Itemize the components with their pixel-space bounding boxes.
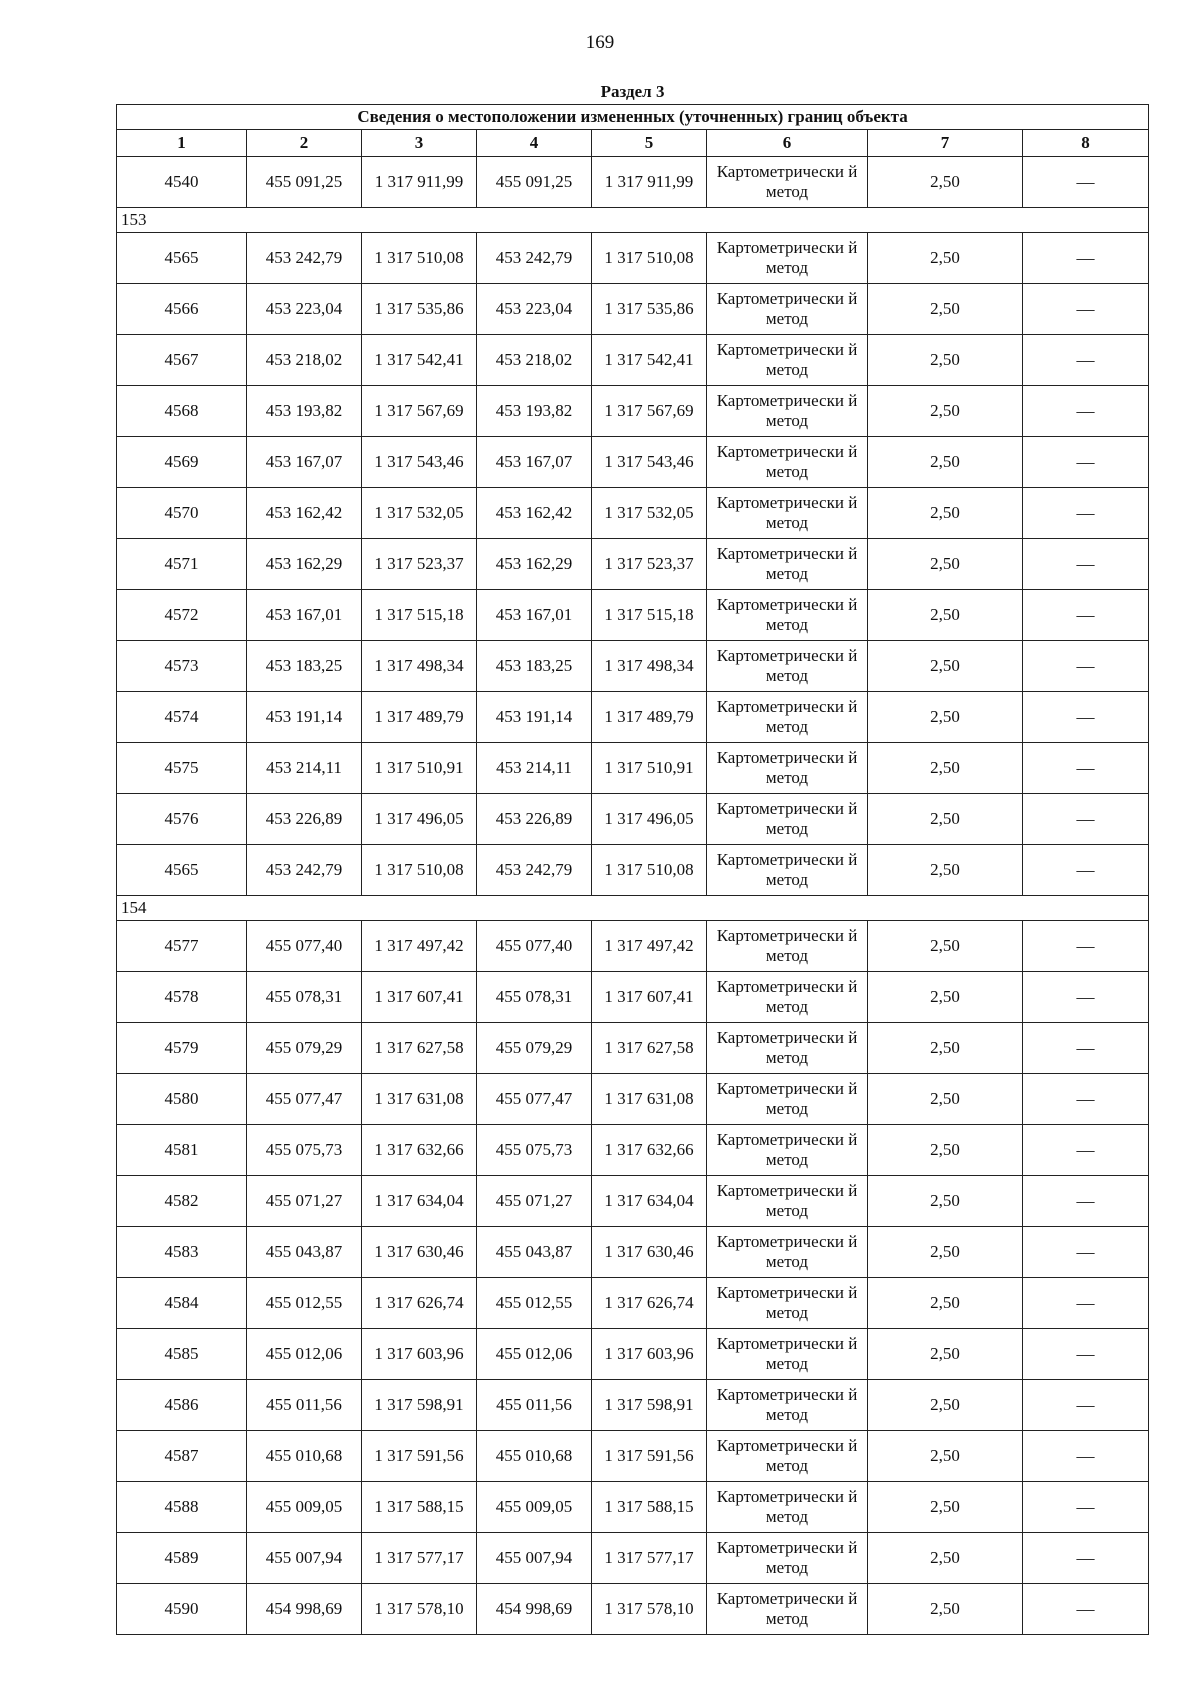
accuracy-cell: 2,50 <box>868 590 1023 641</box>
y-refined-cell: 1 317 567,69 <box>592 386 707 437</box>
y-existing-cell: 1 317 630,46 <box>362 1227 477 1278</box>
description-cell: — <box>1023 1278 1149 1329</box>
x-existing-cell: 453 223,04 <box>247 284 362 335</box>
x-existing-cell: 453 191,14 <box>247 692 362 743</box>
method-cell: Картометрически й метод <box>707 794 868 845</box>
y-refined-cell: 1 317 577,17 <box>592 1533 707 1584</box>
x-refined-cell: 453 162,42 <box>477 488 592 539</box>
x-existing-cell: 453 226,89 <box>247 794 362 845</box>
column-header-1: 1 <box>117 130 247 157</box>
accuracy-cell: 2,50 <box>868 1329 1023 1380</box>
y-refined-cell: 1 317 588,15 <box>592 1482 707 1533</box>
x-refined-cell: 453 223,04 <box>477 284 592 335</box>
y-refined-cell: 1 317 515,18 <box>592 590 707 641</box>
x-refined-cell: 455 078,31 <box>477 972 592 1023</box>
y-existing-cell: 1 317 911,99 <box>362 157 477 208</box>
x-refined-cell: 454 998,69 <box>477 1584 592 1635</box>
description-cell: — <box>1023 845 1149 896</box>
method-cell: Картометрически й метод <box>707 743 868 794</box>
x-refined-cell: 453 183,25 <box>477 641 592 692</box>
method-cell: Картометрически й метод <box>707 1431 868 1482</box>
y-refined-cell: 1 317 489,79 <box>592 692 707 743</box>
x-existing-cell: 453 218,02 <box>247 335 362 386</box>
description-cell: — <box>1023 437 1149 488</box>
table-row <box>117 284 1149 335</box>
accuracy-cell: 2,50 <box>868 157 1023 208</box>
y-existing-cell: 1 317 567,69 <box>362 386 477 437</box>
accuracy-cell: 2,50 <box>868 1380 1023 1431</box>
y-refined-cell: 1 317 603,96 <box>592 1329 707 1380</box>
table-row <box>117 233 1149 284</box>
x-refined-cell: 455 009,05 <box>477 1482 592 1533</box>
accuracy-cell: 2,50 <box>868 845 1023 896</box>
table-row <box>117 1176 1149 1227</box>
y-existing-cell: 1 317 578,10 <box>362 1584 477 1635</box>
table-row <box>117 1023 1149 1074</box>
method-cell: Картометрически й метод <box>707 157 868 208</box>
description-cell: — <box>1023 794 1149 845</box>
x-existing-cell: 455 077,47 <box>247 1074 362 1125</box>
point-number-cell: 4579 <box>117 1023 247 1074</box>
point-number-cell: 4578 <box>117 972 247 1023</box>
method-cell: Картометрически й метод <box>707 386 868 437</box>
y-existing-cell: 1 317 535,86 <box>362 284 477 335</box>
y-existing-cell: 1 317 523,37 <box>362 539 477 590</box>
y-existing-cell: 1 317 543,46 <box>362 437 477 488</box>
x-existing-cell: 455 009,05 <box>247 1482 362 1533</box>
method-cell: Картометрически й метод <box>707 1278 868 1329</box>
y-refined-cell: 1 317 578,10 <box>592 1584 707 1635</box>
table-row <box>117 488 1149 539</box>
point-number-cell: 4576 <box>117 794 247 845</box>
y-existing-cell: 1 317 515,18 <box>362 590 477 641</box>
description-cell: — <box>1023 692 1149 743</box>
y-refined-cell: 1 317 523,37 <box>592 539 707 590</box>
method-cell: Картометрически й метод <box>707 590 868 641</box>
x-existing-cell: 453 242,79 <box>247 845 362 896</box>
table-row <box>117 437 1149 488</box>
y-existing-cell: 1 317 634,04 <box>362 1176 477 1227</box>
description-cell: — <box>1023 1329 1149 1380</box>
point-number-cell: 4571 <box>117 539 247 590</box>
column-header-5: 5 <box>592 130 707 157</box>
y-existing-cell: 1 317 627,58 <box>362 1023 477 1074</box>
x-refined-cell: 453 167,01 <box>477 590 592 641</box>
accuracy-cell: 2,50 <box>868 1023 1023 1074</box>
accuracy-cell: 2,50 <box>868 794 1023 845</box>
description-cell: — <box>1023 488 1149 539</box>
x-refined-cell: 455 079,29 <box>477 1023 592 1074</box>
point-number-cell: 4565 <box>117 233 247 284</box>
table-row <box>117 794 1149 845</box>
method-cell: Картометрически й метод <box>707 641 868 692</box>
section-title: Раздел 3 <box>117 80 1149 105</box>
column-header-6: 6 <box>707 130 868 157</box>
description-cell: — <box>1023 1533 1149 1584</box>
method-cell: Картометрически й метод <box>707 1584 868 1635</box>
point-number-cell: 4582 <box>117 1176 247 1227</box>
y-refined-cell: 1 317 542,41 <box>592 335 707 386</box>
description-cell: — <box>1023 1074 1149 1125</box>
y-refined-cell: 1 317 911,99 <box>592 157 707 208</box>
table-body <box>117 157 1149 1635</box>
table-row <box>117 1125 1149 1176</box>
x-existing-cell: 453 167,01 <box>247 590 362 641</box>
x-existing-cell: 455 007,94 <box>247 1533 362 1584</box>
point-number-cell: 4590 <box>117 1584 247 1635</box>
x-existing-cell: 453 183,25 <box>247 641 362 692</box>
y-existing-cell: 1 317 607,41 <box>362 972 477 1023</box>
y-existing-cell: 1 317 532,05 <box>362 488 477 539</box>
column-header-4: 4 <box>477 130 592 157</box>
point-number-cell: 4567 <box>117 335 247 386</box>
group-header-row <box>117 896 1149 921</box>
y-existing-cell: 1 317 510,91 <box>362 743 477 794</box>
y-existing-cell: 1 317 632,66 <box>362 1125 477 1176</box>
x-refined-cell: 453 167,07 <box>477 437 592 488</box>
x-refined-cell: 455 071,27 <box>477 1176 592 1227</box>
accuracy-cell: 2,50 <box>868 1125 1023 1176</box>
method-cell: Картометрически й метод <box>707 1329 868 1380</box>
point-number-cell: 4570 <box>117 488 247 539</box>
point-number-cell: 4574 <box>117 692 247 743</box>
x-refined-cell: 453 242,79 <box>477 233 592 284</box>
table-row <box>117 692 1149 743</box>
accuracy-cell: 2,50 <box>868 437 1023 488</box>
y-refined-cell: 1 317 634,04 <box>592 1176 707 1227</box>
accuracy-cell: 2,50 <box>868 539 1023 590</box>
table-row <box>117 1278 1149 1329</box>
accuracy-cell: 2,50 <box>868 1533 1023 1584</box>
x-refined-cell: 453 191,14 <box>477 692 592 743</box>
method-cell: Картометрически й метод <box>707 437 868 488</box>
method-cell: Картометрически й метод <box>707 1125 868 1176</box>
y-refined-cell: 1 317 632,66 <box>592 1125 707 1176</box>
y-refined-cell: 1 317 598,91 <box>592 1380 707 1431</box>
x-existing-cell: 455 010,68 <box>247 1431 362 1482</box>
point-number-cell: 4577 <box>117 921 247 972</box>
x-refined-cell: 455 007,94 <box>477 1533 592 1584</box>
accuracy-cell: 2,50 <box>868 743 1023 794</box>
description-cell: — <box>1023 743 1149 794</box>
x-existing-cell: 455 079,29 <box>247 1023 362 1074</box>
y-refined-cell: 1 317 630,46 <box>592 1227 707 1278</box>
x-refined-cell: 453 193,82 <box>477 386 592 437</box>
group-header-row <box>117 208 1149 233</box>
x-existing-cell: 455 077,40 <box>247 921 362 972</box>
table-row <box>117 1584 1149 1635</box>
y-refined-cell: 1 317 497,42 <box>592 921 707 972</box>
y-refined-cell: 1 317 543,46 <box>592 437 707 488</box>
x-existing-cell: 455 012,55 <box>247 1278 362 1329</box>
accuracy-cell: 2,50 <box>868 284 1023 335</box>
group-label: 154 <box>117 896 1149 921</box>
y-existing-cell: 1 317 591,56 <box>362 1431 477 1482</box>
method-cell: Картометрически й метод <box>707 1380 868 1431</box>
method-cell: Картометрически й метод <box>707 1533 868 1584</box>
y-existing-cell: 1 317 510,08 <box>362 845 477 896</box>
y-refined-cell: 1 317 607,41 <box>592 972 707 1023</box>
accuracy-cell: 2,50 <box>868 1227 1023 1278</box>
y-existing-cell: 1 317 489,79 <box>362 692 477 743</box>
point-number-cell: 4573 <box>117 641 247 692</box>
description-cell: — <box>1023 1176 1149 1227</box>
y-refined-cell: 1 317 535,86 <box>592 284 707 335</box>
x-refined-cell: 453 226,89 <box>477 794 592 845</box>
accuracy-cell: 2,50 <box>868 641 1023 692</box>
x-refined-cell: 453 218,02 <box>477 335 592 386</box>
accuracy-cell: 2,50 <box>868 972 1023 1023</box>
x-existing-cell: 453 214,11 <box>247 743 362 794</box>
x-existing-cell: 455 078,31 <box>247 972 362 1023</box>
y-existing-cell: 1 317 497,42 <box>362 921 477 972</box>
table-row <box>117 1533 1149 1584</box>
point-number-cell: 4565 <box>117 845 247 896</box>
table-row <box>117 1329 1149 1380</box>
description-cell: — <box>1023 1125 1149 1176</box>
description-cell: — <box>1023 233 1149 284</box>
y-refined-cell: 1 317 631,08 <box>592 1074 707 1125</box>
x-existing-cell: 455 071,27 <box>247 1176 362 1227</box>
table-row <box>117 641 1149 692</box>
accuracy-cell: 2,50 <box>868 1431 1023 1482</box>
table-row <box>117 743 1149 794</box>
x-existing-cell: 455 091,25 <box>247 157 362 208</box>
column-header-row <box>117 130 1149 157</box>
point-number-cell: 4589 <box>117 1533 247 1584</box>
y-existing-cell: 1 317 588,15 <box>362 1482 477 1533</box>
table-row <box>117 921 1149 972</box>
x-refined-cell: 455 010,68 <box>477 1431 592 1482</box>
column-header-8: 8 <box>1023 130 1149 157</box>
y-refined-cell: 1 317 591,56 <box>592 1431 707 1482</box>
x-refined-cell: 455 011,56 <box>477 1380 592 1431</box>
group-label: 153 <box>117 208 1149 233</box>
method-cell: Картометрически й метод <box>707 284 868 335</box>
table-row <box>117 335 1149 386</box>
x-refined-cell: 453 162,29 <box>477 539 592 590</box>
table-row <box>117 1482 1149 1533</box>
accuracy-cell: 2,50 <box>868 1278 1023 1329</box>
point-number-cell: 4568 <box>117 386 247 437</box>
table-title: Сведения о местоположении измененных (уточненных) границ объекта <box>117 105 1149 130</box>
point-number-cell: 4572 <box>117 590 247 641</box>
y-existing-cell: 1 317 577,17 <box>362 1533 477 1584</box>
description-cell: — <box>1023 386 1149 437</box>
y-refined-cell: 1 317 510,08 <box>592 233 707 284</box>
description-cell: — <box>1023 1380 1149 1431</box>
y-refined-cell: 1 317 627,58 <box>592 1023 707 1074</box>
y-existing-cell: 1 317 631,08 <box>362 1074 477 1125</box>
x-refined-cell: 453 214,11 <box>477 743 592 794</box>
point-number-cell: 4569 <box>117 437 247 488</box>
x-existing-cell: 453 193,82 <box>247 386 362 437</box>
accuracy-cell: 2,50 <box>868 921 1023 972</box>
x-existing-cell: 455 011,56 <box>247 1380 362 1431</box>
x-existing-cell: 453 162,29 <box>247 539 362 590</box>
y-refined-cell: 1 317 626,74 <box>592 1278 707 1329</box>
description-cell: — <box>1023 972 1149 1023</box>
method-cell: Картометрически й метод <box>707 972 868 1023</box>
description-cell: — <box>1023 335 1149 386</box>
x-refined-cell: 455 012,55 <box>477 1278 592 1329</box>
table-row <box>117 1431 1149 1482</box>
point-number-cell: 4580 <box>117 1074 247 1125</box>
method-cell: Картометрически й метод <box>707 845 868 896</box>
x-refined-cell: 455 077,40 <box>477 921 592 972</box>
y-existing-cell: 1 317 510,08 <box>362 233 477 284</box>
x-existing-cell: 455 012,06 <box>247 1329 362 1380</box>
column-header-7: 7 <box>868 130 1023 157</box>
y-refined-cell: 1 317 498,34 <box>592 641 707 692</box>
description-cell: — <box>1023 641 1149 692</box>
point-number-cell: 4584 <box>117 1278 247 1329</box>
point-number-cell: 4575 <box>117 743 247 794</box>
point-number-cell: 4540 <box>117 157 247 208</box>
description-cell: — <box>1023 921 1149 972</box>
accuracy-cell: 2,50 <box>868 488 1023 539</box>
method-cell: Картометрически й метод <box>707 539 868 590</box>
point-number-cell: 4581 <box>117 1125 247 1176</box>
x-refined-cell: 455 077,47 <box>477 1074 592 1125</box>
accuracy-cell: 2,50 <box>868 233 1023 284</box>
method-cell: Картометрически й метод <box>707 233 868 284</box>
y-existing-cell: 1 317 626,74 <box>362 1278 477 1329</box>
point-number-cell: 4587 <box>117 1431 247 1482</box>
table-row <box>117 386 1149 437</box>
x-refined-cell: 455 012,06 <box>477 1329 592 1380</box>
y-refined-cell: 1 317 532,05 <box>592 488 707 539</box>
accuracy-cell: 2,50 <box>868 1074 1023 1125</box>
accuracy-cell: 2,50 <box>868 386 1023 437</box>
description-cell: — <box>1023 284 1149 335</box>
method-cell: Картометрически й метод <box>707 1176 868 1227</box>
x-refined-cell: 453 242,79 <box>477 845 592 896</box>
point-number-cell: 4566 <box>117 284 247 335</box>
y-existing-cell: 1 317 603,96 <box>362 1329 477 1380</box>
table-row <box>117 590 1149 641</box>
description-cell: — <box>1023 590 1149 641</box>
table-row <box>117 1074 1149 1125</box>
point-number-cell: 4585 <box>117 1329 247 1380</box>
method-cell: Картометрически й метод <box>707 692 868 743</box>
table-row <box>117 972 1149 1023</box>
description-cell: — <box>1023 157 1149 208</box>
x-refined-cell: 455 075,73 <box>477 1125 592 1176</box>
method-cell: Картометрически й метод <box>707 1482 868 1533</box>
accuracy-cell: 2,50 <box>868 335 1023 386</box>
method-cell: Картометрически й метод <box>707 488 868 539</box>
description-cell: — <box>1023 539 1149 590</box>
table-row <box>117 1227 1149 1278</box>
method-cell: Картометрически й метод <box>707 1023 868 1074</box>
boundary-coordinates-table <box>116 80 1149 1635</box>
accuracy-cell: 2,50 <box>868 1482 1023 1533</box>
description-cell: — <box>1023 1227 1149 1278</box>
table-row <box>117 1380 1149 1431</box>
description-cell: — <box>1023 1482 1149 1533</box>
accuracy-cell: 2,50 <box>868 1584 1023 1635</box>
x-refined-cell: 455 043,87 <box>477 1227 592 1278</box>
table-row <box>117 845 1149 896</box>
table-row <box>117 157 1149 208</box>
accuracy-cell: 2,50 <box>868 692 1023 743</box>
x-existing-cell: 455 043,87 <box>247 1227 362 1278</box>
x-existing-cell: 453 242,79 <box>247 233 362 284</box>
description-cell: — <box>1023 1023 1149 1074</box>
y-existing-cell: 1 317 498,34 <box>362 641 477 692</box>
method-cell: Картометрически й метод <box>707 335 868 386</box>
page-number: 169 <box>585 32 615 53</box>
point-number-cell: 4586 <box>117 1380 247 1431</box>
y-existing-cell: 1 317 496,05 <box>362 794 477 845</box>
description-cell: — <box>1023 1431 1149 1482</box>
method-cell: Картометрически й метод <box>707 921 868 972</box>
y-refined-cell: 1 317 496,05 <box>592 794 707 845</box>
x-existing-cell: 453 167,07 <box>247 437 362 488</box>
point-number-cell: 4588 <box>117 1482 247 1533</box>
description-cell: — <box>1023 1584 1149 1635</box>
table-row <box>117 539 1149 590</box>
column-header-3: 3 <box>362 130 477 157</box>
accuracy-cell: 2,50 <box>868 1176 1023 1227</box>
x-existing-cell: 455 075,73 <box>247 1125 362 1176</box>
y-refined-cell: 1 317 510,91 <box>592 743 707 794</box>
x-existing-cell: 453 162,42 <box>247 488 362 539</box>
method-cell: Картометрически й метод <box>707 1227 868 1278</box>
method-cell: Картометрически й метод <box>707 1074 868 1125</box>
point-number-cell: 4583 <box>117 1227 247 1278</box>
y-existing-cell: 1 317 542,41 <box>362 335 477 386</box>
x-existing-cell: 454 998,69 <box>247 1584 362 1635</box>
x-refined-cell: 455 091,25 <box>477 157 592 208</box>
y-refined-cell: 1 317 510,08 <box>592 845 707 896</box>
column-header-2: 2 <box>247 130 362 157</box>
y-existing-cell: 1 317 598,91 <box>362 1380 477 1431</box>
